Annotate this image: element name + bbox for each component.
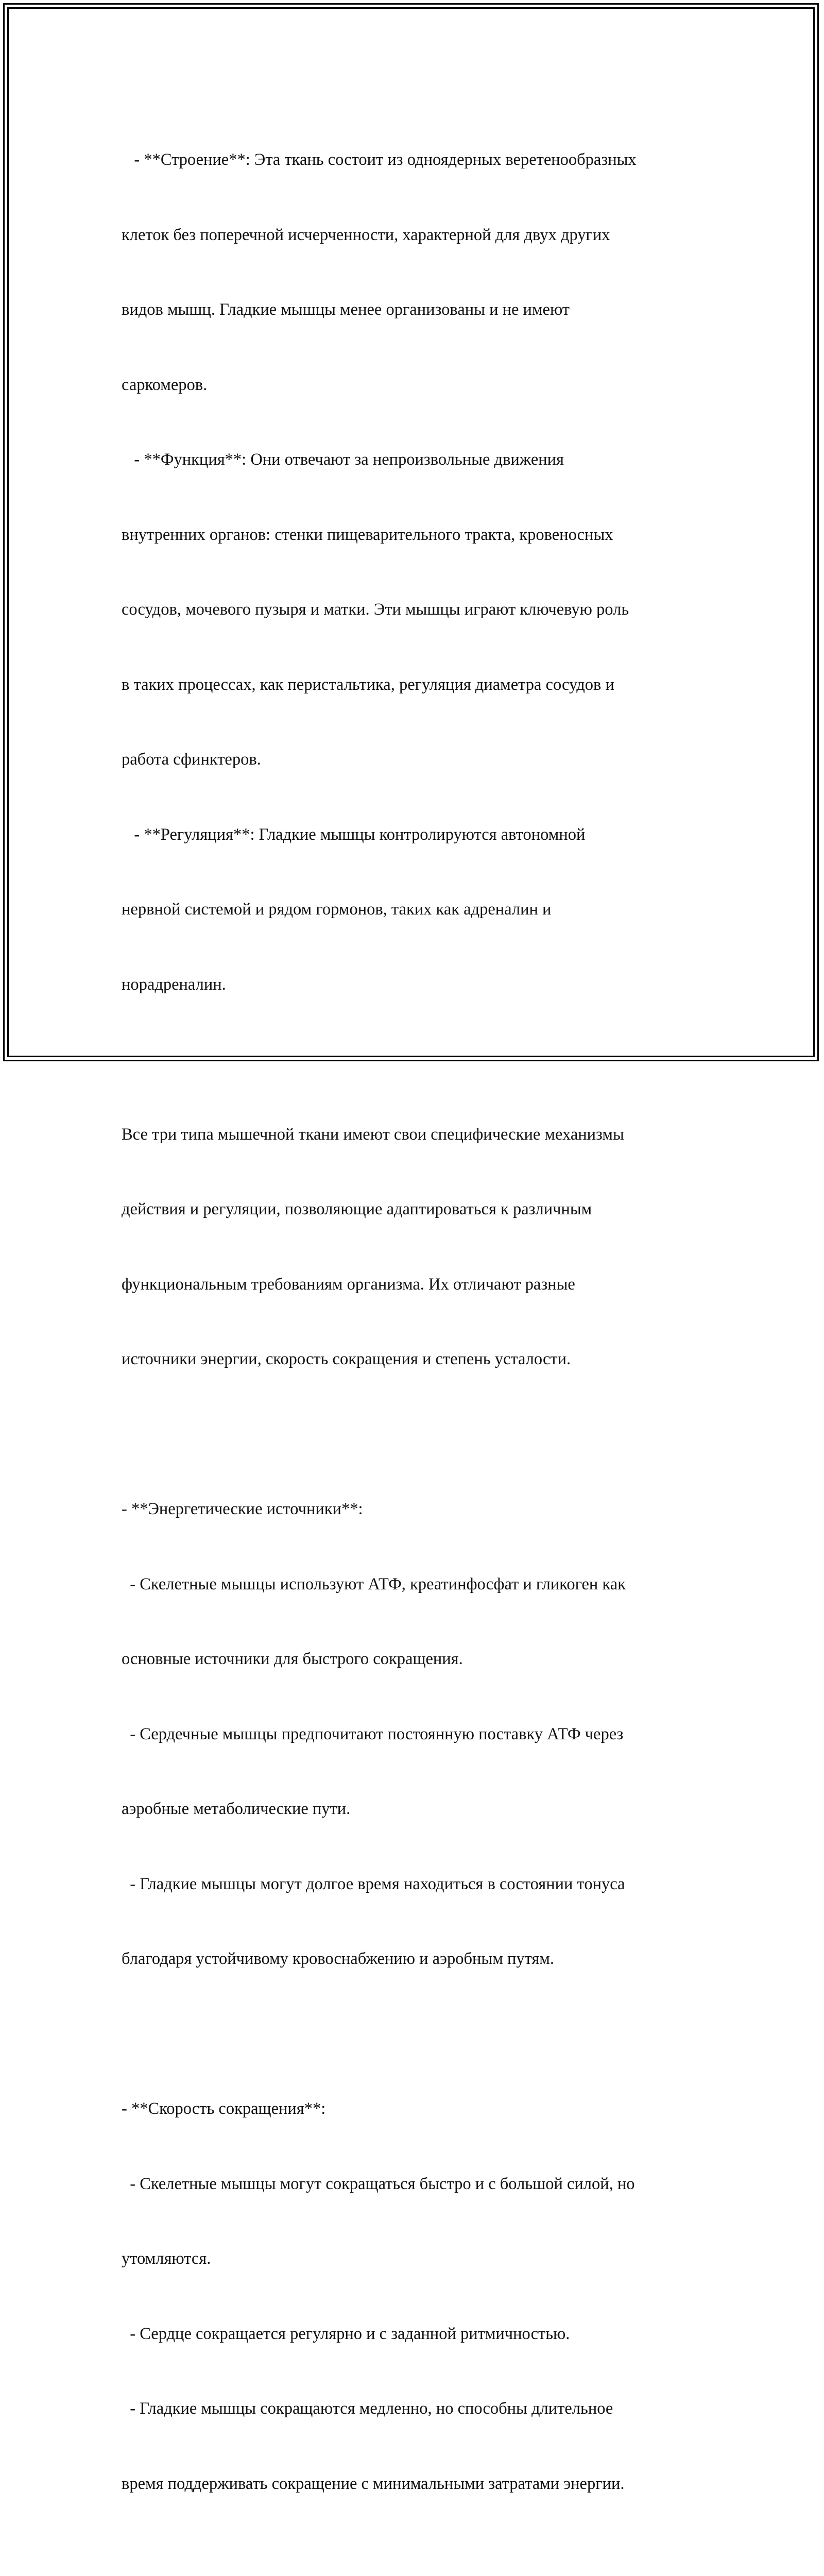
document-body <box>122 97 719 2576</box>
blank-line <box>122 1422 719 1447</box>
text-line: время поддерживать сокращение с минимальными затратами энергии. <box>122 2474 625 2493</box>
text-line: благодаря устойчивому кровоснабжению и аэробным путям. <box>122 1950 555 1968</box>
text-line: - Гладкие мышцы могут долгое время находиться в состоянии тонуса <box>122 1874 625 1893</box>
text-line: источники энергии, скорость сокращения и степень усталости. <box>122 1350 571 1368</box>
blank-line <box>122 2022 719 2047</box>
text-line: - **Функция**: Они отвечают за непроизвольные движения <box>122 450 564 469</box>
text-line: - **Регуляция**: Гладкие мышцы контролируются автономной <box>122 825 586 844</box>
text-line: - Сердце сокращается регулярно и с заданной ритмичностью. <box>122 2324 570 2343</box>
text-line: Все три типа мышечной ткани имеют свои специфические механизмы <box>122 1125 624 1144</box>
text-line: - **Строение**: Эта ткань состоит из одноядерных веретенообразных <box>122 150 637 169</box>
text-line: действия и регуляции, позволяющие адаптироваться к различным <box>122 1200 592 1218</box>
text-line: внутренних органов: стенки пищеварительного тракта, кровеносных <box>122 525 613 544</box>
text-line: - **Скорость сокращения**: <box>122 2099 326 2118</box>
text-line: - Скелетные мышцы могут сокращаться быстро и с большой силой, но <box>122 2174 635 2193</box>
text-line: функциональным требованиям организма. Их отличают разные <box>122 1275 575 1294</box>
text-line: - Гладкие мышцы сокращаются медленно, но способны длительное <box>122 2399 613 2418</box>
text-line: сосудов, мочевого пузыря и матки. Эти мышцы играют ключевую роль <box>122 600 629 619</box>
text-line: утомляются. <box>122 2249 211 2268</box>
text-line: клеток без поперечной исчерченности, характерной для двух других <box>122 225 610 244</box>
text-line: в таких процессах, как перистальтика, регуляция диаметра сосудов и <box>122 675 614 694</box>
text-line: - **Энергетические источники**: <box>122 1500 363 1518</box>
text-line: основные источники для быстрого сокращения. <box>122 1650 463 1668</box>
text-line: аэробные метаболические пути. <box>122 1800 351 1818</box>
text-line: нервной системой и рядом гормонов, таких как адреналин и <box>122 900 552 919</box>
text-line: видов мышц. Гладкие мышцы менее организованы и не имеют <box>122 300 570 319</box>
blank-line <box>122 2546 719 2571</box>
text-line: работа сфинктеров. <box>122 750 261 769</box>
text-line: - Сердечные мышцы предпочитают постоянную поставку АТФ через <box>122 1724 624 1743</box>
blank-line <box>122 1047 719 1072</box>
text-line: саркомеров. <box>122 375 208 394</box>
text-line: - Скелетные мышцы используют АТФ, креатинфосфат и гликоген как <box>122 1574 626 1594</box>
text-line: норадреналин. <box>122 975 226 994</box>
